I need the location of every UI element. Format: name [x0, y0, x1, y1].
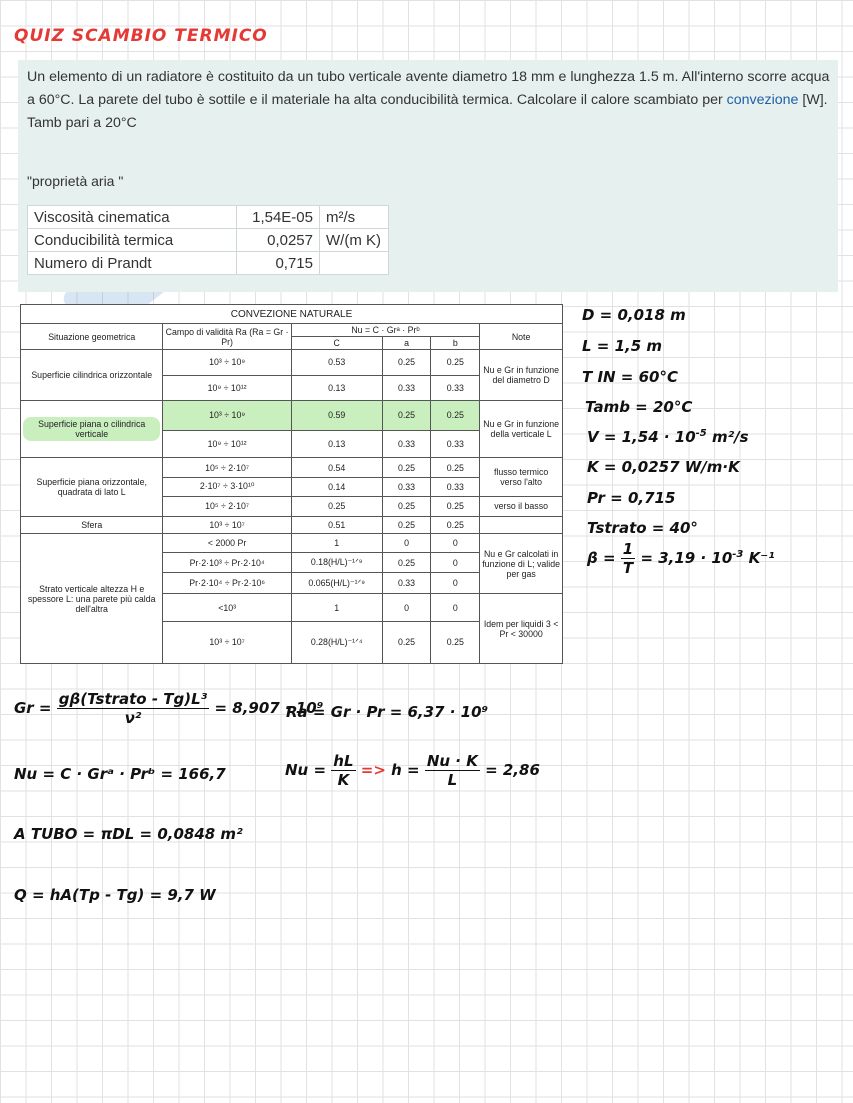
cell-a: 0.33	[382, 477, 431, 496]
table-row	[21, 349, 563, 375]
problem-text-part2: [W]. Tamb pari a 20°C	[27, 92, 828, 131]
viscosity-value: V = 1,54 · 10	[587, 428, 696, 446]
nu2-fraction	[331, 752, 355, 789]
cell-b: 0.25	[431, 621, 480, 663]
natural-convection-table	[20, 304, 563, 664]
cell-c: 0.51	[291, 516, 382, 533]
implies-arrow: =>	[360, 761, 386, 779]
note-prandtl: Pr = 0,715	[587, 489, 676, 507]
header-note: Note	[480, 324, 563, 350]
header-nu: Nu = C · Grᵃ · Prᵇ	[291, 324, 479, 336]
cell-c: 0.065(H/L)⁻¹ᐟ⁹	[291, 572, 382, 593]
cell-b: 0	[431, 594, 480, 622]
header-c: C	[291, 336, 382, 349]
note-t-strato: Tstrato = 40°	[587, 519, 698, 537]
table-title-row	[21, 305, 563, 324]
note-verticale: Nu e Gr in funzione della verticale L	[480, 401, 563, 458]
note-conductivity: K = 0,0257 W/m·K	[587, 458, 740, 476]
gr-lhs: Gr =	[14, 699, 52, 717]
beta-exp: -3	[732, 549, 744, 560]
gr-numerator: gβ(Tstrato - Tg)L³	[58, 690, 208, 708]
cell-a: 0.25	[382, 621, 431, 663]
cell-a: 0.25	[382, 553, 431, 572]
calc-area: A TUBO = πDL = 0,0848 m²	[14, 825, 243, 843]
cell-a: 0	[382, 534, 431, 553]
gr-fraction	[57, 690, 210, 727]
viscosity-exp: -5	[695, 428, 707, 439]
note-diametro: Nu e Gr in funzione del diametro D	[480, 349, 563, 400]
note-beta	[587, 540, 775, 577]
cell-c: 0.53	[291, 349, 382, 375]
cell-b-highlighted: 0.25	[431, 401, 480, 431]
cell-b: 0.33	[431, 477, 480, 496]
note-viscosity	[587, 428, 749, 446]
beta-fraction	[621, 540, 635, 577]
header-situazione: Situazione geometrica	[21, 324, 163, 350]
h-denominator: L	[447, 771, 458, 789]
note-sfera-empty	[480, 516, 563, 533]
viscosity-unit: m²/s	[712, 428, 749, 446]
header-a: a	[382, 336, 431, 349]
note-flusso-alto: flusso termico verso l'alto	[480, 458, 563, 497]
prop-name: Conducibilità termica	[28, 229, 237, 252]
beta-value: = 3,19 · 10	[640, 549, 733, 567]
cell-a: 0.25	[382, 497, 431, 516]
nu2-denominator: K	[337, 771, 350, 789]
cell-b: 0.25	[431, 458, 480, 477]
cell-c: 0.28(H/L)⁻¹ᐟ⁴	[291, 621, 382, 663]
cell-campo: <10³	[163, 594, 291, 622]
table-row	[21, 534, 563, 553]
cell-b: 0.25	[431, 497, 480, 516]
cell-campo: 10⁹ ÷ 10¹²	[163, 430, 291, 458]
h-numerator: Nu · K	[426, 752, 478, 770]
prop-value: 1,54E-05	[237, 206, 320, 229]
problem-text-part1: Un elemento di un radiatore è costituito da un tubo verticale avente diametro 18 mm e lunghezza 1.5 m. All'interno scorre acqua a 60°C. La parete del tubo è sottile e il materiale ha alta conducibilità termica. Calcolare il calore scambiato per	[27, 69, 830, 108]
cell-a: 0.33	[382, 430, 431, 458]
table-row	[28, 206, 389, 229]
note-gas: Nu e Gr calcolati in funzione di L; valide per gas	[480, 534, 563, 594]
highlight-situazione: Superficie piana o cilindrica verticale	[23, 417, 160, 441]
cell-b: 0.25	[431, 516, 480, 533]
prop-unit: W/(m K)	[320, 229, 389, 252]
cell-campo: Pr·2·10⁴ ÷ Pr·2·10⁶	[163, 572, 291, 593]
cell-campo: 10⁵ ÷ 2·10⁷	[163, 497, 291, 516]
prop-value: 0,0257	[237, 229, 320, 252]
cell-campo: 10³ ÷ 10⁹	[163, 349, 291, 375]
prop-unit	[320, 252, 389, 275]
nu2-numerator: hL	[333, 752, 354, 770]
table-row	[28, 252, 389, 275]
table-header-row	[21, 324, 563, 336]
note-liquidi: Idem per liquidi 3 < Pr < 30000	[480, 594, 563, 664]
h-rhs: = 2,86	[485, 761, 540, 779]
group-cilindrica-orizzontale: Superficie cilindrica orizzontale	[21, 349, 163, 400]
prop-unit: m²/s	[320, 206, 389, 229]
group-piana-verticale	[21, 401, 163, 458]
beta-numerator: 1	[622, 540, 634, 558]
calc-rayleigh: Ra = Gr · Pr = 6,37 · 10⁹	[286, 703, 489, 721]
cell-campo: Pr·2·10³ ÷ Pr·2·10⁴	[163, 553, 291, 572]
table-row	[28, 229, 389, 252]
prop-name: Numero di Prandt	[28, 252, 237, 275]
table-title: CONVEZIONE NATURALE	[21, 305, 563, 324]
cell-c: 0.13	[291, 430, 382, 458]
cell-c: 1	[291, 594, 382, 622]
h-lhs: h =	[391, 761, 420, 779]
header-campo: Campo di validità Ra (Ra = Gr · Pr)	[163, 324, 291, 350]
cell-a: 0.33	[382, 572, 431, 593]
page-title: QUIZ SCAMBIO TERMICO	[14, 26, 268, 46]
table-row-highlighted	[21, 401, 563, 431]
note-length: L = 1,5 m	[582, 337, 662, 355]
cell-c: 0.54	[291, 458, 382, 477]
problem-text	[27, 66, 832, 135]
beta-symbol: β =	[587, 549, 616, 567]
cell-campo: 2·10⁷ ÷ 3·10¹⁰	[163, 477, 291, 496]
calc-h	[285, 752, 540, 789]
note-diameter: D = 0,018 m	[582, 306, 686, 324]
cell-campo: 10⁵ ÷ 2·10⁷	[163, 458, 291, 477]
cell-b: 0.33	[431, 375, 480, 401]
cell-c-highlighted: 0.59	[291, 401, 382, 431]
cell-c: 0.18(H/L)⁻¹ᐟ⁹	[291, 553, 382, 572]
convezione-link[interactable]: convezione	[726, 92, 799, 108]
cell-a: 0	[382, 594, 431, 622]
prop-value: 0,715	[237, 252, 320, 275]
beta-denominator: T	[622, 559, 634, 577]
cell-a: 0.25	[382, 516, 431, 533]
header-b: b	[431, 336, 480, 349]
cell-b: 0.25	[431, 349, 480, 375]
note-t-in: T IN = 60°C	[582, 368, 678, 386]
table-row	[21, 458, 563, 477]
table-row	[21, 516, 563, 533]
cell-b: 0	[431, 553, 480, 572]
cell-a: 0.25	[382, 349, 431, 375]
cell-campo: < 2000 Pr	[163, 534, 291, 553]
group-strato-verticale: Strato verticale altezza H e spessore L: una parete più calda dell'altra	[21, 534, 163, 664]
cell-a: 0.33	[382, 375, 431, 401]
cell-c: 1	[291, 534, 382, 553]
cell-b: 0.33	[431, 430, 480, 458]
cell-campo: 10³ ÷ 10⁷	[163, 516, 291, 533]
cell-c: 0.13	[291, 375, 382, 401]
cell-campo-highlighted: 10³ ÷ 10⁹	[163, 401, 291, 431]
cell-a-highlighted: 0.25	[382, 401, 431, 431]
h-fraction	[425, 752, 480, 789]
calc-grashof	[14, 690, 323, 727]
gr-denominator: ν²	[124, 709, 142, 727]
cell-c: 0.14	[291, 477, 382, 496]
cell-campo: 10⁹ ÷ 10¹²	[163, 375, 291, 401]
calc-heat: Q = hA(Tp - Tg) = 9,7 W	[14, 886, 216, 904]
cell-a: 0.25	[382, 458, 431, 477]
group-piana-orizzontale: Superficie piana orizzontale, quadrata di lato L	[21, 458, 163, 516]
beta-unit: K⁻¹	[748, 549, 775, 567]
props-caption: "proprietà aria "	[27, 173, 124, 189]
cell-b: 0	[431, 572, 480, 593]
air-properties-table	[27, 205, 389, 275]
calc-nusselt: Nu = C · Grᵃ · Prᵇ = 166,7	[14, 765, 226, 783]
cell-b: 0	[431, 534, 480, 553]
gr-rhs: = 8,907 · 10⁹	[214, 699, 324, 717]
note-flusso-basso: verso il basso	[480, 497, 563, 516]
cell-campo: 10³ ÷ 10⁷	[163, 621, 291, 663]
cell-c: 0.25	[291, 497, 382, 516]
group-sfera: Sfera	[21, 516, 163, 533]
prop-name: Viscosità cinematica	[28, 206, 237, 229]
note-t-amb: Tamb = 20°C	[585, 398, 693, 416]
nu2-lhs: Nu =	[285, 761, 327, 779]
